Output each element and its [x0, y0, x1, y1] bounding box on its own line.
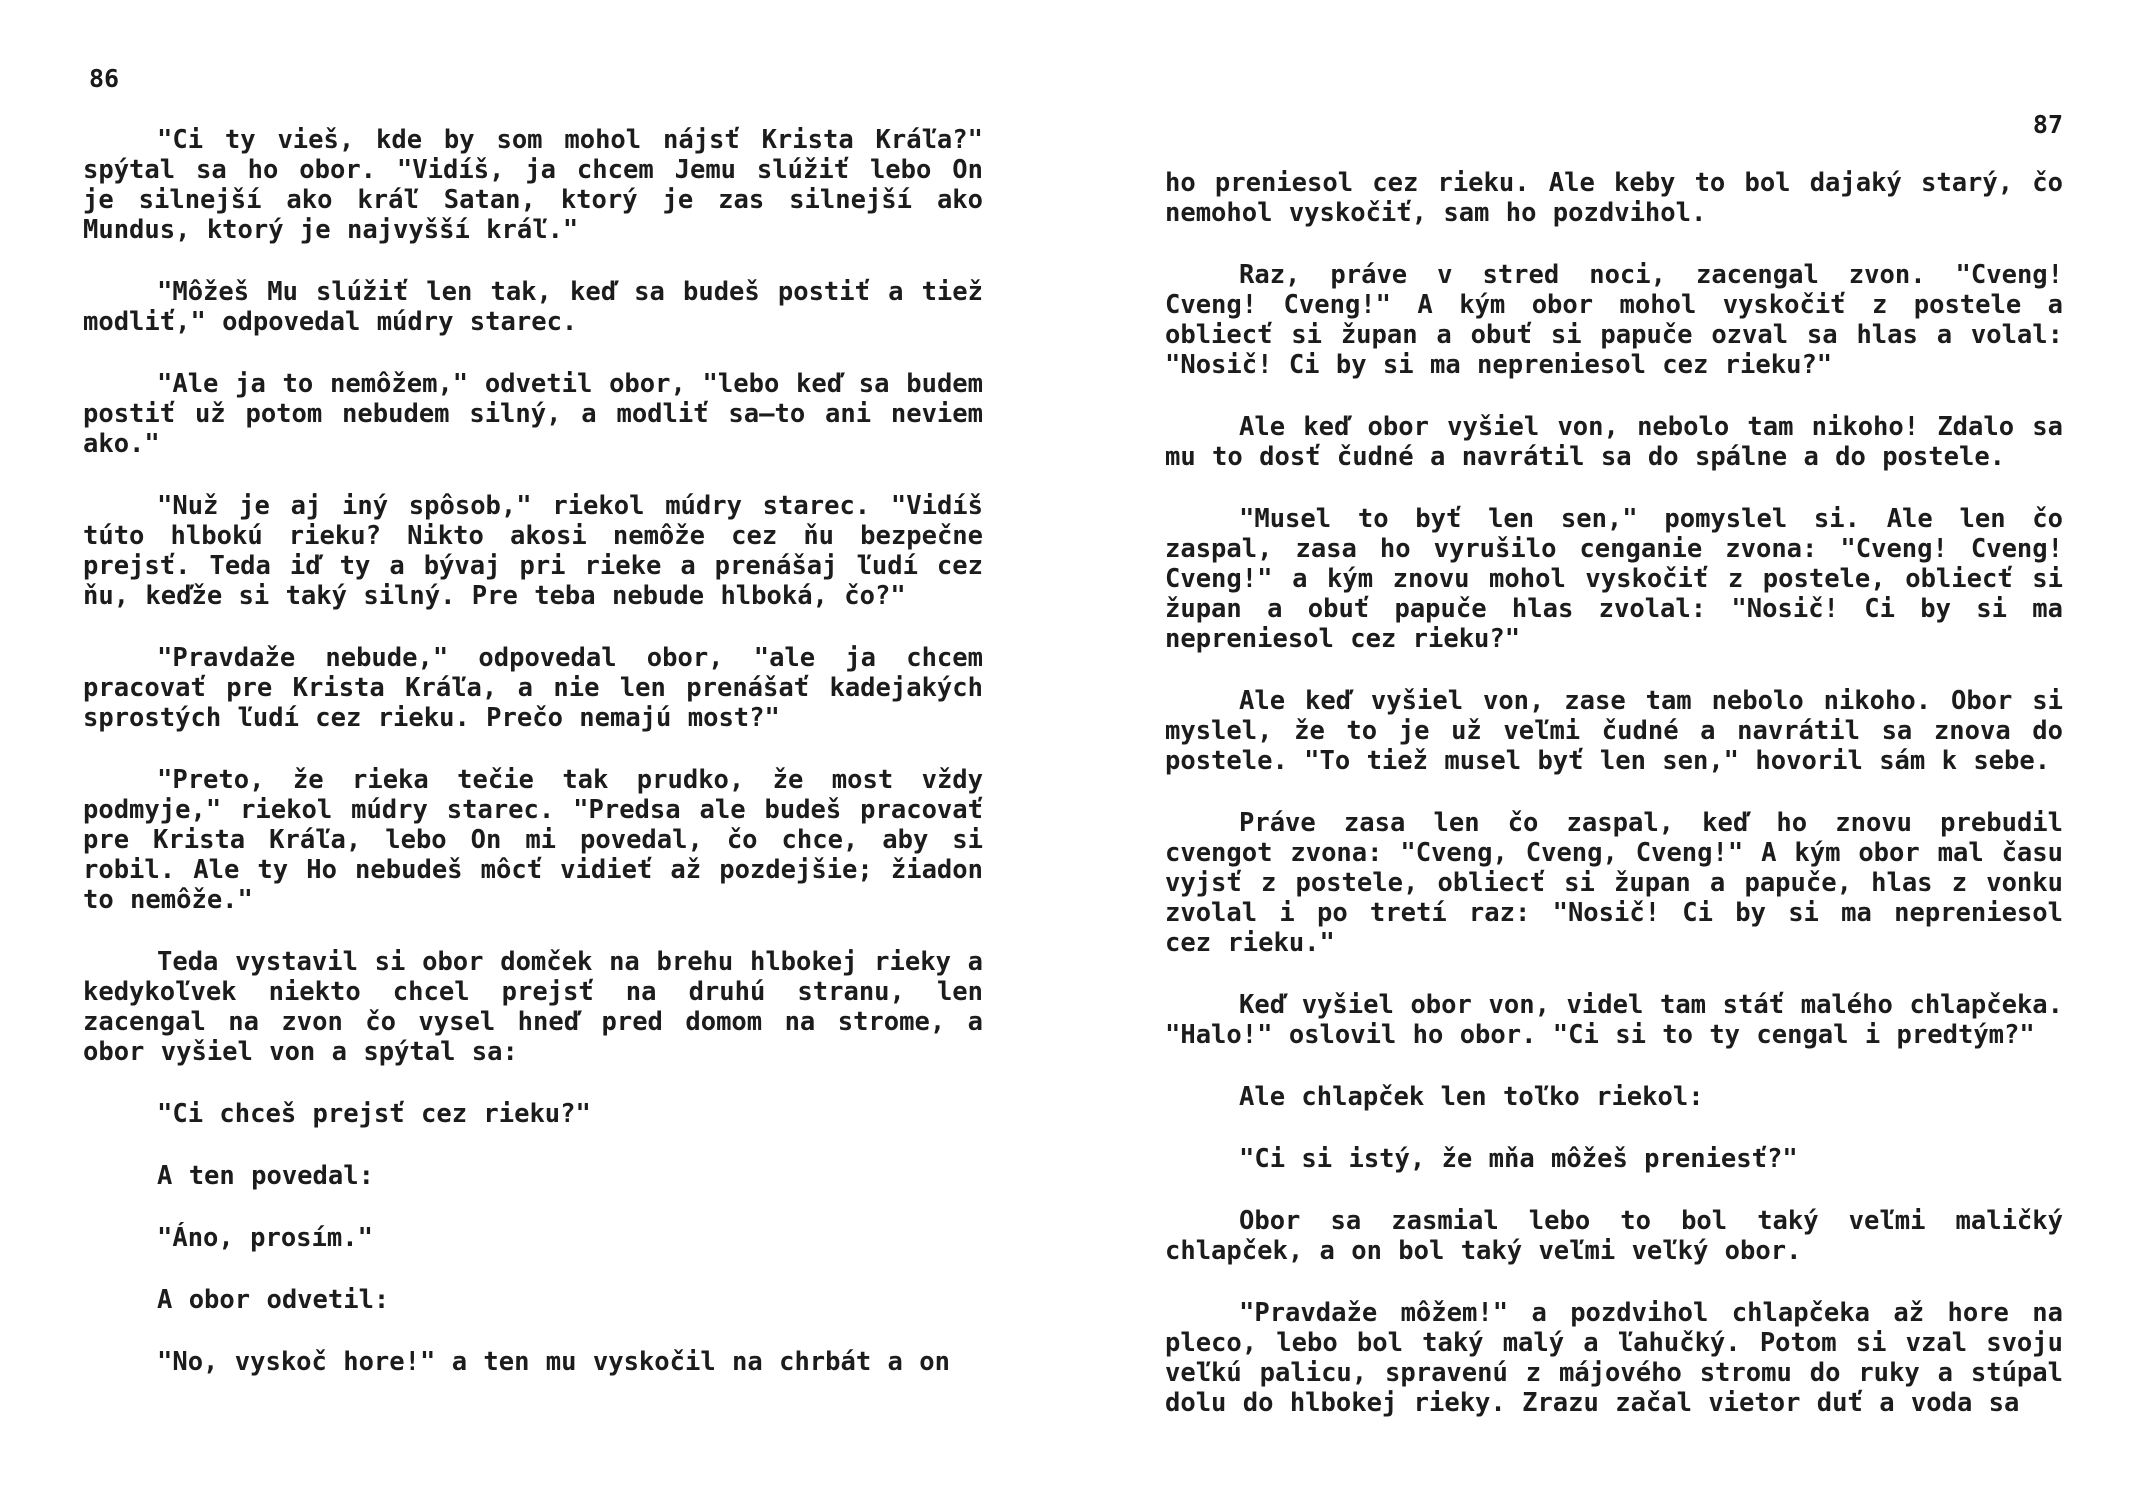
- paragraph: "Preto, že rieka tečie tak prudko, že most vždy podmyje," riekol múdry starec. "Predsa ale budeš pracovať pre Krista Kráľa, lebo On mi povedal, čo chce, aby si robil. Ale ty Ho nebudeš môcť vidieť až pozdejšie; žiadon to nemôže.": [83, 765, 983, 915]
- page-number: 87: [2032, 110, 2063, 139]
- paragraph: "Ci si istý, že mňa môžeš preniesť?": [1239, 1144, 1798, 1174]
- paragraph: "Ci ty vieš, kde by som mohol nájsť Krista Kráľa?" spýtal sa ho obor. "Vidíš, ja chcem Jemu slúžiť lebo On je silnejší ako kráľ Satan, ktorý je zas silnejší ako Mundus, ktorý je najvyšší kráľ.": [83, 125, 983, 245]
- paragraph: "Ci chceš prejsť cez rieku?": [157, 1099, 591, 1129]
- paragraph: A obor odvetil:: [157, 1285, 390, 1315]
- paragraph: Raz, práve v stred noci, zacengal zvon. "Cveng! Cveng! Cveng!" A kým obor mohol vyskočiť z postele a obliecť si župan a obuť si papuče ozval sa hlas a volal: "Nosič! Ci by si ma nepreniesol cez rieku?": [1165, 260, 2063, 380]
- paragraph: "Nuž je aj iný spôsob," riekol múdry starec. "Vidíš túto hlbokú rieku? Nikto akosi nemôže cez ňu bezpečne prejsť. Teda iď ty a bývaj pri rieke a prenášaj ľudí cez ňu, keďže si taký silný. Pre teba nebude hlboká, čo?": [83, 491, 983, 611]
- page-number: 86: [89, 64, 120, 93]
- paragraph: "Áno, prosím.": [157, 1223, 373, 1253]
- paragraph: "No, vyskoč hore!" a ten mu vyskočil na chrbát a on: [157, 1347, 950, 1377]
- paragraph: Ale keď vyšiel von, zase tam nebolo nikoho. Obor si myslel, že to je už veľmi čudné a navrátil sa znova do postele. "To tiež musel byť len sen," hovoril sám k sebe.: [1165, 686, 2063, 776]
- paragraph: Ale chlapček len toľko riekol:: [1239, 1082, 1704, 1112]
- paragraph: Keď vyšiel obor von, videl tam stáť malého chlapčeka. "Halo!" oslovil ho obor. "Ci si to ty cengal i predtým?": [1165, 990, 2063, 1050]
- paragraph: Obor sa zasmial lebo to bol taký veľmi maličký chlapček, a on bol taký veľmi veľký obor.: [1165, 1206, 2063, 1266]
- paragraph: "Pravdaže nebude," odpovedal obor, "ale ja chcem pracovať pre Krista Kráľa, a nie len prenášať kadejakých sprostých ľudí cez rieku. Prečo nemajú most?": [83, 643, 983, 733]
- paragraph: Ale keď obor vyšiel von, nebolo tam nikoho! Zdalo sa mu to dosť čudné a navrátil sa do spálne a do postele.: [1165, 412, 2063, 472]
- paragraph: A ten povedal:: [157, 1161, 374, 1191]
- paragraph: ho preniesol cez rieku. Ale keby to bol dajaký starý, čo nemohol vyskočiť, sam ho pozdvihol.: [1165, 168, 2063, 228]
- paragraph: Teda vystavil si obor domček na brehu hlbokej rieky a kedykoľvek niekto chcel prejsť na druhú stranu, len zacengal na zvon čo vysel hneď pred domom na strome, a obor vyšiel von a spýtal sa:: [83, 947, 983, 1067]
- page-text: [1165, 168, 2063, 1450]
- paragraph: "Ale ja to nemôžem," odvetil obor, "lebo keď sa budem postiť už potom nebudem silný, a modliť sa—to ani neviem ako.": [83, 369, 983, 459]
- paragraph: "Pravdaže môžem!" a pozdvihol chlapčeka až hore na pleco, lebo bol taký malý a ľahučký. Potom si vzal svoju veľkú palicu, spravenú z májového stromu do ruky a stúpal dolu do hlbokej rieky. Zrazu začal vietor duť a voda sa: [1165, 1298, 2063, 1418]
- page-text: [83, 125, 983, 1409]
- paragraph: "Musel to byť len sen," pomyslel si. Ale len čo zaspal, zasa ho vyrušilo cenganie zvona: "Cveng! Cveng! Cveng!" a kým znovu mohol vyskočiť z postele, obliecť si župan a obuť papuče hlas zvolal: "Nosič! Ci by si ma nepreniesol cez rieku?": [1165, 504, 2063, 654]
- paragraph: Práve zasa len čo zaspal, keď ho znovu prebudil cvengot zvona: "Cveng, Cveng, Cveng!" A kým obor mal času vyjsť z postele, obliecť si župan a papuče, hlas z vonku zvolal i po tretí raz: "Nosič! Ci by si ma nepreniesol cez rieku.": [1165, 808, 2063, 958]
- paragraph: "Môžeš Mu slúžiť len tak, keď sa budeš postiť a tiež modliť," odpovedal múdry starec.: [83, 277, 983, 337]
